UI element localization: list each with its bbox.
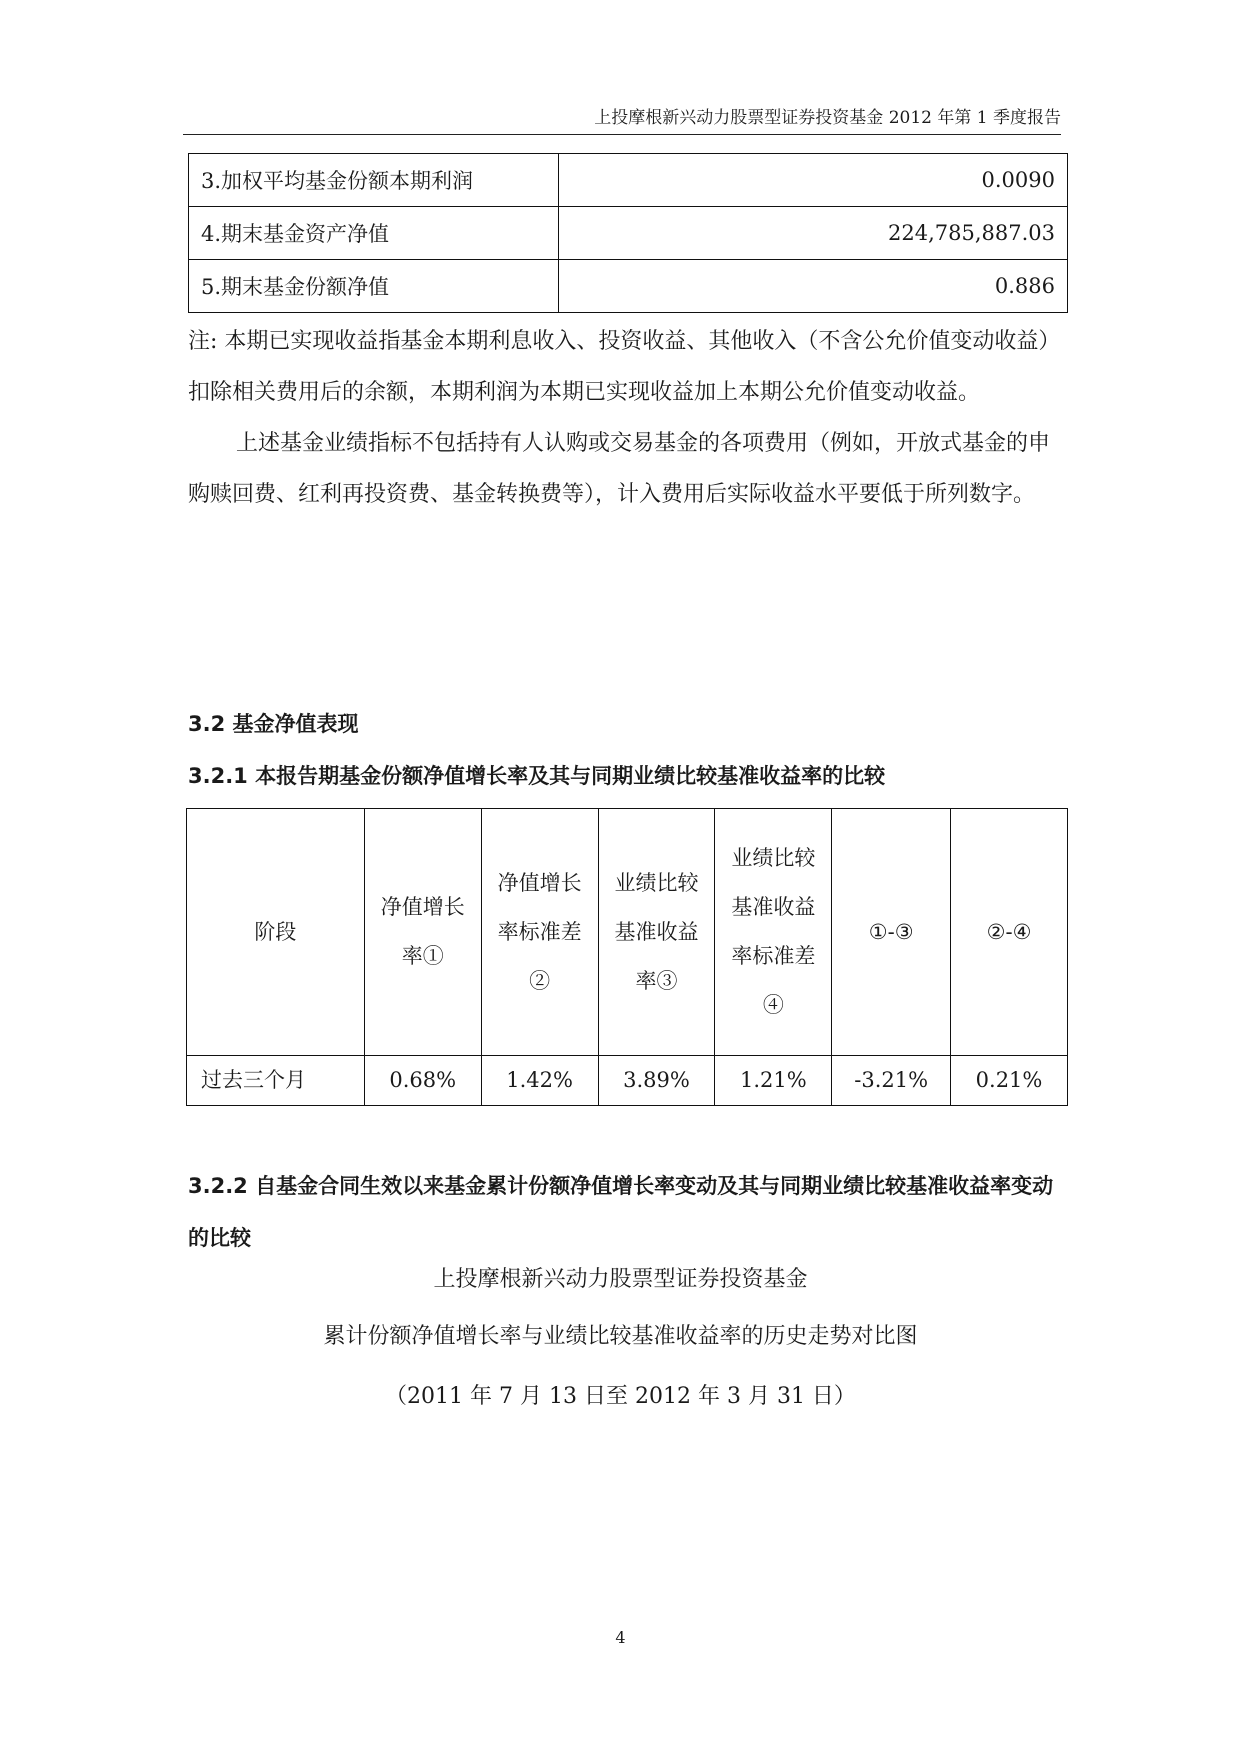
- table-cell: 1.42%: [481, 1056, 598, 1106]
- section-heading: 3.2 基金净值表现: [188, 712, 359, 736]
- indicators-table: [188, 153, 1068, 313]
- indicator-value: 0.886: [559, 260, 1068, 313]
- column-header: 业绩比较基准收益率③: [598, 809, 715, 1056]
- table-cell: -3.21%: [832, 1056, 951, 1106]
- table-header-row: [187, 809, 1068, 1056]
- page-header: 上投摩根新兴动力股票型证券投资基金 2012 年第 1 季度报告: [594, 108, 1061, 128]
- table-cell: 3.89%: [598, 1056, 715, 1106]
- table-row: [189, 207, 1068, 260]
- table-row: [187, 1056, 1068, 1106]
- column-header: ①-③: [832, 809, 951, 1056]
- chart-caption-line: （2011 年 7 月 13 日至 2012 年 3 月 31 日）: [385, 1384, 856, 1409]
- indicator-label: 3.加权平均基金份额本期利润: [189, 154, 559, 207]
- table-row: [189, 154, 1068, 207]
- header-rule: [183, 134, 1061, 135]
- table-cell: 过去三个月: [187, 1056, 365, 1106]
- note-paragraph: 上述基金业绩指标不包括持有人认购或交易基金的各项费用（例如，开放式基金的申购赎回费、红利再投资费、基金转换费等），计入费用后实际收益水平要低于所列数字。: [188, 431, 1051, 507]
- column-header: 业绩比较基准收益率标准差④: [715, 809, 832, 1056]
- column-header: 净值增长率①: [364, 809, 481, 1056]
- note-paragraph: 注: 本期已实现收益指基金本期利息收入、投资收益、其他收入（不含公允价值变动收益）扣除相关费用后的余额，本期利润为本期已实现收益加上本期公允价值变动收益。: [188, 329, 1061, 405]
- column-header: 净值增长率标准差②: [481, 809, 598, 1056]
- notes-block: [188, 316, 1068, 520]
- indicator-value: 0.0090: [559, 154, 1068, 207]
- chart-caption-line: 累计份额净值增长率与业绩比较基准收益率的历史走势对比图: [323, 1324, 918, 1349]
- column-header: ②-④: [951, 809, 1068, 1056]
- column-header: 阶段: [187, 809, 365, 1056]
- table-row: [189, 260, 1068, 313]
- table-cell: 0.21%: [951, 1056, 1068, 1106]
- chart-caption-line: 上投摩根新兴动力股票型证券投资基金: [433, 1267, 808, 1292]
- indicator-label: 5.期末基金份额净值: [189, 260, 559, 313]
- performance-table: [186, 808, 1068, 1106]
- indicator-label: 4.期末基金资产净值: [189, 207, 559, 260]
- subsection-heading: 3.2.1 本报告期基金份额净值增长率及其与同期业绩比较基准收益率的比较: [188, 764, 886, 788]
- page-number: 4: [615, 1628, 626, 1647]
- table-cell: 0.68%: [364, 1056, 481, 1106]
- subsection-heading: 3.2.2 自基金合同生效以来基金累计份额净值增长率变动及其与同期业绩比较基准收益率变动的比较: [188, 1174, 1054, 1250]
- indicator-value: 224,785,887.03: [559, 207, 1068, 260]
- table-cell: 1.21%: [715, 1056, 832, 1106]
